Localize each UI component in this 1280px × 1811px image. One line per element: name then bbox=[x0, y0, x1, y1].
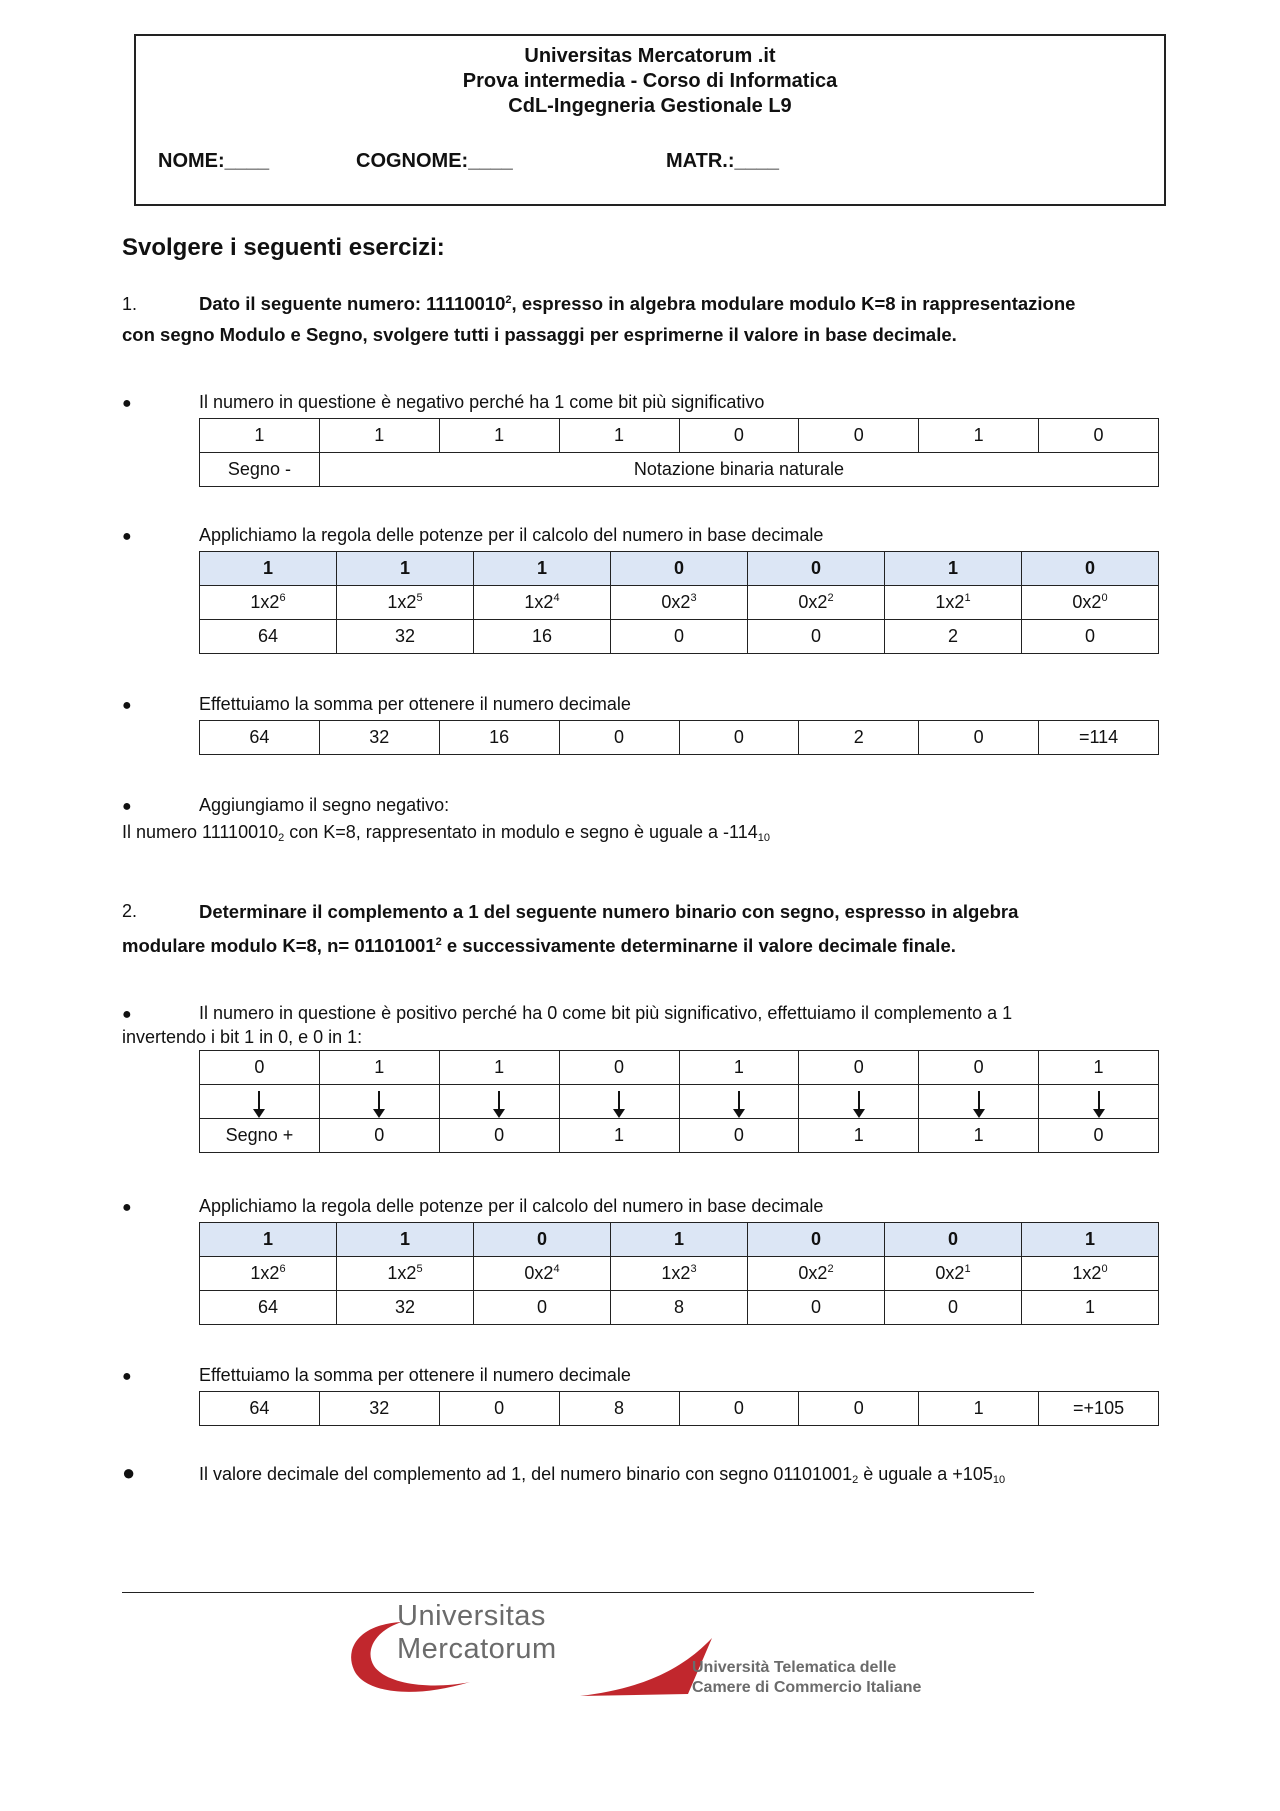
power-expr-cell: $0x2^0$ bbox=[1022, 586, 1159, 620]
sum-cell: 8 bbox=[559, 1392, 679, 1426]
bit-cell: 1 bbox=[559, 419, 679, 453]
section-title: Svolgere i seguenti esercizi: bbox=[122, 234, 445, 261]
university-logo bbox=[340, 1600, 940, 1720]
q1-conclusion: Il numero $11110010_2$ con K=8, rappresentato in modulo e segno è uguale a $-114_{10}$ bbox=[122, 822, 771, 844]
power-head-cell: 1 bbox=[200, 552, 337, 586]
complement-bit-cell: 0 bbox=[439, 1119, 559, 1153]
q2-complement-table bbox=[199, 1050, 1159, 1153]
power-value-cell: 0 bbox=[748, 620, 885, 654]
q1-sum-table bbox=[199, 720, 1159, 755]
arrow-cell bbox=[200, 1085, 320, 1119]
power-expr-cell: $1x2^6$ bbox=[200, 586, 337, 620]
complement-bit-cell: 0 bbox=[1039, 1119, 1159, 1153]
power-expr-cell: $1x2^1$ bbox=[885, 586, 1022, 620]
power-expr-cell: $1x2^0$ bbox=[1022, 1257, 1159, 1291]
bit-cell: 1 bbox=[919, 419, 1039, 453]
bit-cell: 1 bbox=[679, 1051, 799, 1085]
bit-cell: 0 bbox=[559, 1051, 679, 1085]
arrow-cell bbox=[679, 1085, 799, 1119]
matriculation-field: MATR.:____ bbox=[666, 150, 779, 172]
power-head-cell: 0 bbox=[885, 1223, 1022, 1257]
power-expr-cell: $0x2^1$ bbox=[885, 1257, 1022, 1291]
complement-bit-cell: 0 bbox=[319, 1119, 439, 1153]
q2-bullet-3: ● Effettuiamo la somma per ottenere il numero decimale bbox=[122, 1364, 1182, 1388]
sum-cell: 0 bbox=[679, 721, 799, 755]
sum-result-cell: =114 bbox=[1039, 721, 1159, 755]
q1-bullet-3: ● Effettuiamo la somma per ottenere il numero decimale bbox=[122, 693, 1182, 717]
footer-divider bbox=[122, 1592, 1034, 1593]
down-arrow-icon bbox=[618, 1091, 620, 1111]
power-expr-cell: $0x2^2$ bbox=[748, 1257, 885, 1291]
q2-sum-table bbox=[199, 1391, 1159, 1426]
arrow-cell bbox=[1039, 1085, 1159, 1119]
q1-powers-table bbox=[199, 551, 1159, 654]
q2-bullet-4: ● Il valore decimale del complemento ad 1, del numero binario con segno $01101001_2$ è uguale $a +105_{10}$ bbox=[122, 1460, 1006, 1486]
down-arrow-icon bbox=[258, 1091, 260, 1111]
down-arrow-icon bbox=[858, 1091, 860, 1111]
arrow-cell bbox=[559, 1085, 679, 1119]
bit-cell: 0 bbox=[799, 1051, 919, 1085]
sum-cell: 0 bbox=[799, 1392, 919, 1426]
down-arrow-icon bbox=[378, 1091, 380, 1111]
down-arrow-icon bbox=[498, 1091, 500, 1111]
sum-cell: 64 bbox=[200, 1392, 320, 1426]
bit-cell: 0 bbox=[799, 419, 919, 453]
power-value-cell: 0 bbox=[885, 1291, 1022, 1325]
power-expr-cell: $1x2^6$ bbox=[200, 1257, 337, 1291]
surname-field: COGNOME:____ bbox=[356, 150, 513, 172]
sign-label: Segno - bbox=[200, 453, 320, 487]
q1-bits-table bbox=[199, 418, 1159, 487]
bullet-icon: ● bbox=[122, 1199, 132, 1216]
course-name: CdL-Ingegneria Gestionale L9 bbox=[508, 95, 792, 117]
power-head-cell: 0 bbox=[611, 552, 748, 586]
q2-powers-table bbox=[199, 1222, 1159, 1325]
arrow-cell bbox=[799, 1085, 919, 1119]
bit-cell: 1 bbox=[1039, 1051, 1159, 1085]
power-head-cell: 1 bbox=[1022, 1223, 1159, 1257]
bit-cell: 1 bbox=[319, 1051, 439, 1085]
power-value-cell: 1 bbox=[1022, 1291, 1159, 1325]
bullet-icon: ● bbox=[122, 528, 132, 545]
down-arrow-icon bbox=[738, 1091, 740, 1111]
sum-cell: 0 bbox=[559, 721, 679, 755]
bit-cell: 0 bbox=[1039, 419, 1159, 453]
natural-notation-label: Notazione binaria naturale bbox=[319, 453, 1158, 487]
power-head-cell: 1 bbox=[611, 1223, 748, 1257]
sum-cell: 0 bbox=[679, 1392, 799, 1426]
arrow-cell bbox=[319, 1085, 439, 1119]
university-name: Universitas Mercatorum .it bbox=[524, 45, 776, 67]
power-value-cell: 32 bbox=[337, 620, 474, 654]
power-value-cell: 0 bbox=[474, 1291, 611, 1325]
power-head-cell: 0 bbox=[474, 1223, 611, 1257]
power-expr-cell: $1x2^5$ bbox=[337, 586, 474, 620]
bullet-icon: ● bbox=[122, 798, 132, 815]
bit-cell: 0 bbox=[919, 1051, 1039, 1085]
logo-subtitle: Università Telematica delle Camere di Commercio Italiane bbox=[692, 1659, 922, 1696]
sum-cell: 0 bbox=[439, 1392, 559, 1426]
complement-bit-cell: 1 bbox=[799, 1119, 919, 1153]
power-head-cell: 1 bbox=[474, 552, 611, 586]
power-head-cell: 1 bbox=[337, 1223, 474, 1257]
power-head-cell: 0 bbox=[748, 552, 885, 586]
power-expr-cell: $1x2^5$ bbox=[337, 1257, 474, 1291]
complement-bit-cell: 1 bbox=[559, 1119, 679, 1153]
question-1-text: Dato il seguente numero: 11110010$^2$, espresso in algebra modulare modulo K=8 in rappresentazione con segno Modulo e Segno, svolgere tutti i passaggi per esprimerne il valore in base decimale. bbox=[122, 293, 1076, 345]
power-expr-cell: $0x2^3$ bbox=[611, 586, 748, 620]
sum-cell: 32 bbox=[319, 721, 439, 755]
question-1-number: 1. bbox=[122, 294, 138, 314]
complement-bit-cell: 0 bbox=[679, 1119, 799, 1153]
power-value-cell: 64 bbox=[200, 620, 337, 654]
bullet-icon: ● bbox=[122, 697, 132, 714]
question-2-number: 2. bbox=[122, 901, 138, 921]
q2-bullet-2: ● Applichiamo la regola delle potenze per il calcolo del numero in base decimale bbox=[122, 1195, 1182, 1219]
sum-cell: 1 bbox=[919, 1392, 1039, 1426]
power-expr-cell: $0x2^4$ bbox=[474, 1257, 611, 1291]
bullet-icon: ● bbox=[122, 1368, 132, 1385]
power-expr-cell: $0x2^2$ bbox=[748, 586, 885, 620]
arrow-cell bbox=[439, 1085, 559, 1119]
power-value-cell: 2 bbox=[885, 620, 1022, 654]
power-head-cell: 1 bbox=[200, 1223, 337, 1257]
question-2-text: Determinare il complemento a 1 del seguente numero binario con segno, espresso in algebra modulare modulo K=8, $n= 01101001^2$ e successivamente determinarne il valore decimale finale. bbox=[122, 901, 1019, 956]
power-expr-cell: $1x2^4$ bbox=[474, 586, 611, 620]
down-arrow-icon bbox=[978, 1091, 980, 1111]
sum-cell: 2 bbox=[799, 721, 919, 755]
q1-bullet-2: ● Applichiamo la regola delle potenze per il calcolo del numero in base decimale bbox=[122, 524, 1182, 548]
bullet-icon: ● bbox=[122, 395, 132, 412]
power-head-cell: 0 bbox=[748, 1223, 885, 1257]
power-value-cell: 0 bbox=[1022, 620, 1159, 654]
name-field: NOME:____ bbox=[158, 150, 270, 172]
power-value-cell: 0 bbox=[748, 1291, 885, 1325]
q1-bullet-1: ● Il numero in questione è negativo perché ha 1 come bit più significativo bbox=[122, 391, 1182, 415]
sum-cell: 32 bbox=[319, 1392, 439, 1426]
power-head-cell: 1 bbox=[337, 552, 474, 586]
power-head-cell: 1 bbox=[885, 552, 1022, 586]
bit-cell: 1 bbox=[439, 1051, 559, 1085]
exam-title: Prova intermedia - Corso di Informatica bbox=[462, 70, 838, 92]
power-head-cell: 0 bbox=[1022, 552, 1159, 586]
sign-label: Segno + bbox=[200, 1119, 320, 1153]
power-value-cell: 32 bbox=[337, 1291, 474, 1325]
logo-word-1: Universitas bbox=[397, 1600, 546, 1632]
power-expr-cell: $1x2^3$ bbox=[611, 1257, 748, 1291]
sum-cell: 64 bbox=[200, 721, 320, 755]
arrow-cell bbox=[919, 1085, 1039, 1119]
bullet-icon: ● bbox=[122, 1006, 132, 1023]
bit-cell: 1 bbox=[439, 419, 559, 453]
logo-word-2: Mercatorum bbox=[397, 1633, 557, 1665]
bit-cell: 1 bbox=[200, 419, 320, 453]
bit-cell: 0 bbox=[679, 419, 799, 453]
down-arrow-icon bbox=[1098, 1091, 1100, 1111]
sum-result-cell: =+105 bbox=[1039, 1392, 1159, 1426]
sum-cell: 16 bbox=[439, 721, 559, 755]
bit-cell: 1 bbox=[319, 419, 439, 453]
power-value-cell: 16 bbox=[474, 620, 611, 654]
bullet-icon: ● bbox=[122, 1460, 136, 1485]
bit-cell: 0 bbox=[200, 1051, 320, 1085]
sum-cell: 0 bbox=[919, 721, 1039, 755]
q2-bullet-1: ● Il numero in questione è positivo perché ha 0 come bit più significativo, effettuiamo il complemento a 1 invertendo i bit 1 in 0, e 0 in 1: bbox=[122, 1003, 1013, 1047]
q1-bullet-4: ● Aggiungiamo il segno negativo: bbox=[122, 794, 1182, 818]
exam-header bbox=[134, 34, 1166, 206]
power-value-cell: 0 bbox=[611, 620, 748, 654]
power-value-cell: 8 bbox=[611, 1291, 748, 1325]
power-value-cell: 64 bbox=[200, 1291, 337, 1325]
complement-bit-cell: 1 bbox=[919, 1119, 1039, 1153]
